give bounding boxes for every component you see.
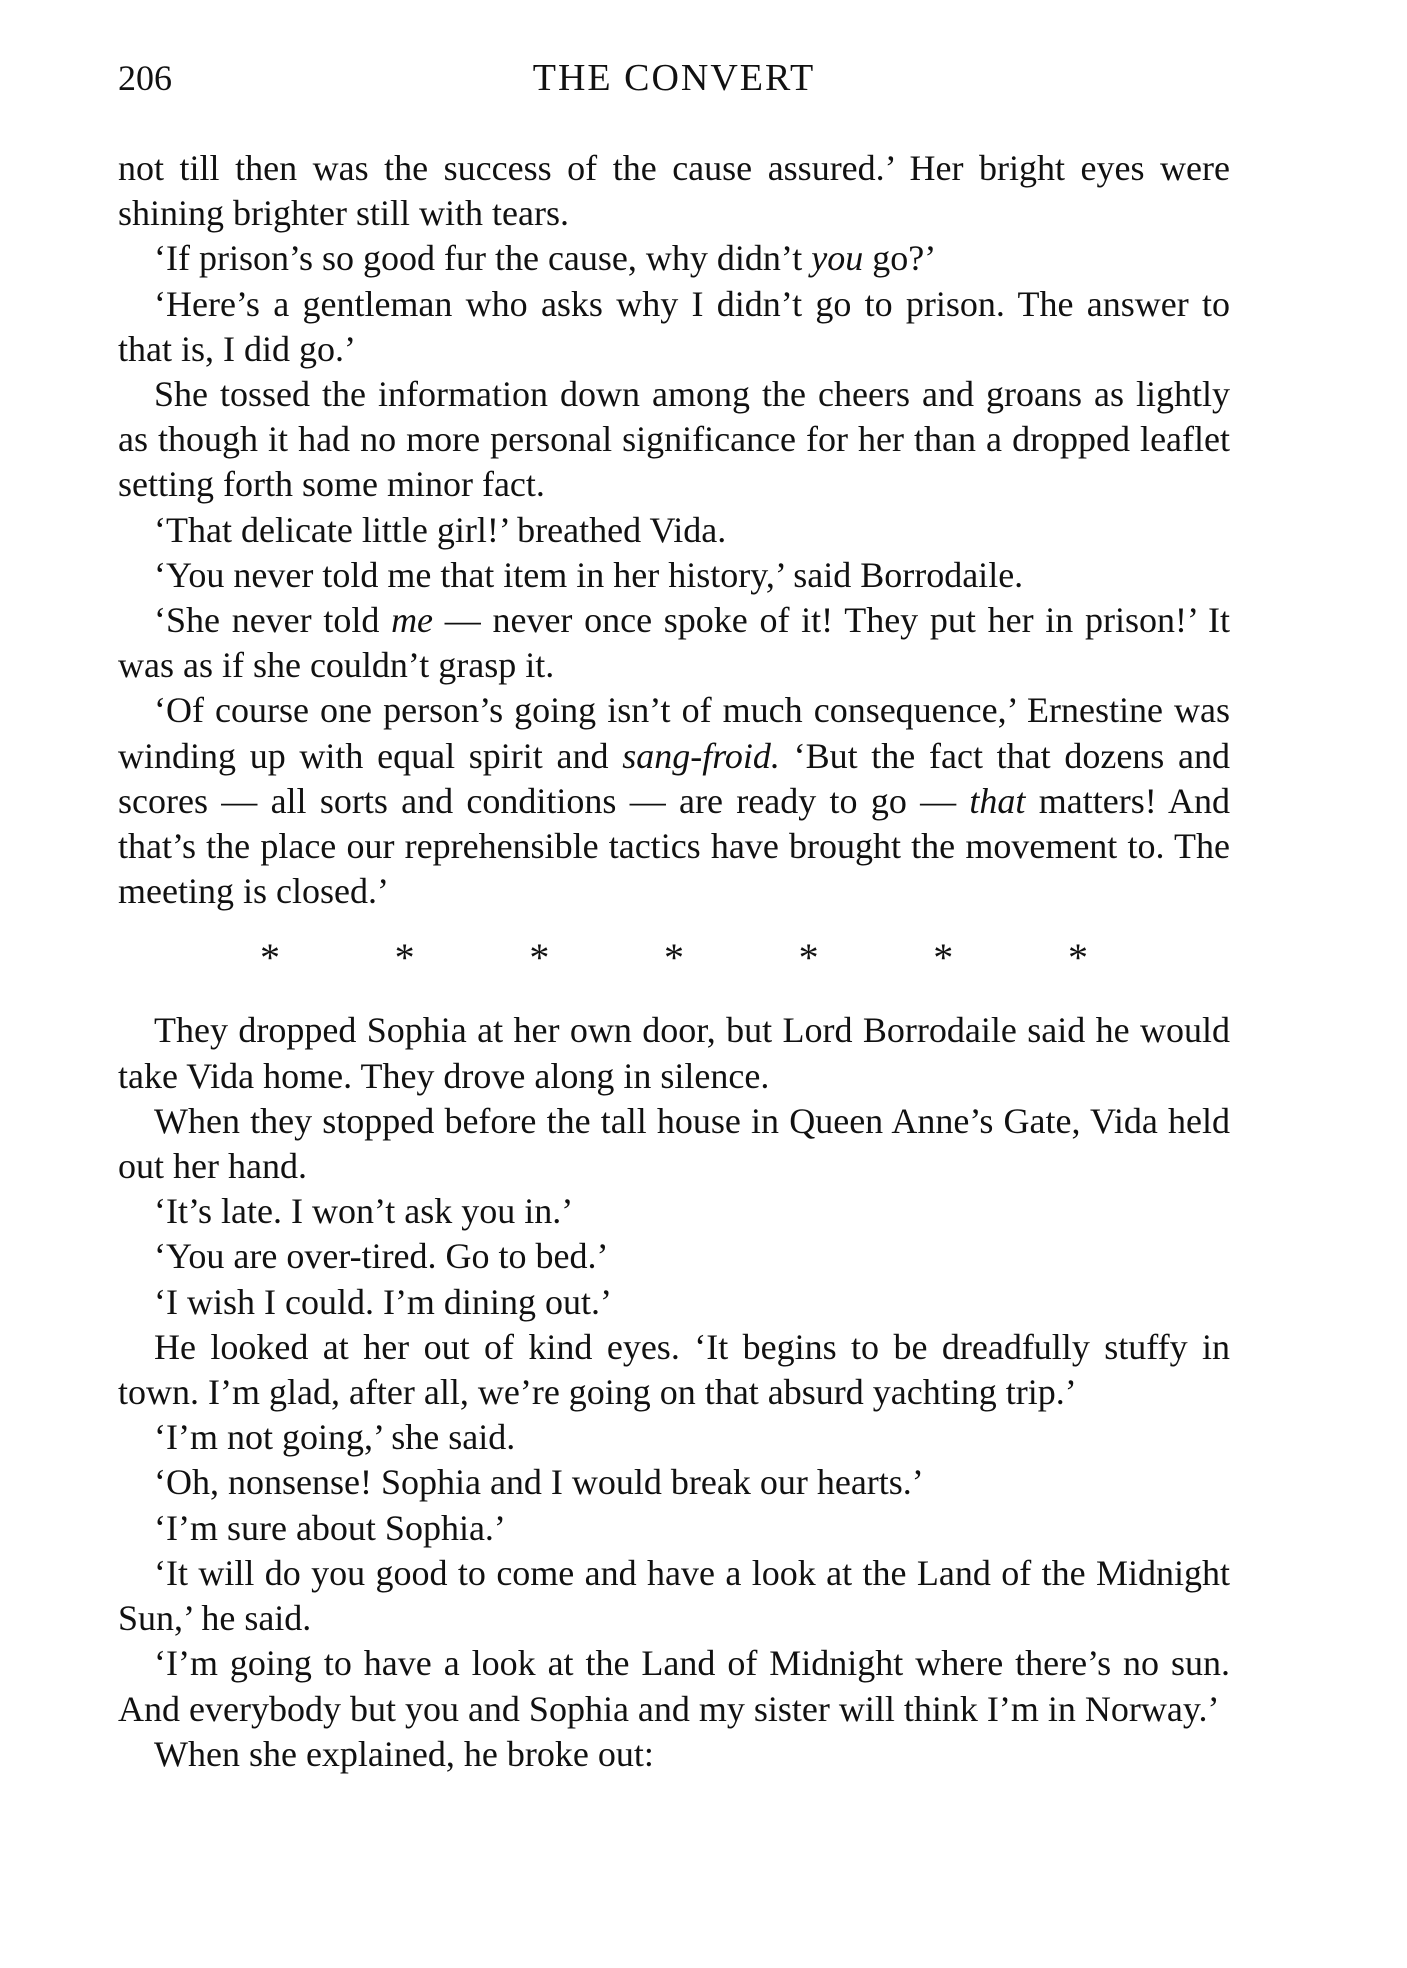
paragraph	[118, 553, 1230, 598]
paragraph	[118, 1234, 1230, 1279]
section-before-break	[118, 146, 1230, 914]
text-run: — never once spoke of it! They put her in prison!’ It was as if she couldn’t grasp it.	[118, 600, 1230, 686]
text-run: go?’	[863, 238, 937, 279]
paragraph	[118, 508, 1230, 553]
text-run: ‘You are over-tired. Go to bed.’	[154, 1236, 609, 1277]
text-run: ‘I wish I could. I’m dining out.’	[154, 1281, 612, 1322]
asterisk: *	[529, 935, 550, 981]
asterisk: *	[260, 935, 280, 981]
body-text	[118, 146, 1230, 1777]
paragraph	[118, 1460, 1230, 1505]
text-run: ‘I’m sure about Sophia.’	[154, 1507, 506, 1548]
paragraph	[118, 1325, 1230, 1415]
paragraph	[118, 1008, 1230, 1098]
text-run: When she explained, he broke out:	[154, 1733, 654, 1774]
page-number: 206	[118, 58, 172, 98]
text-run: ‘It will do you good to come and have a look at the Land of the Midnight Sun,’ he said.	[118, 1552, 1230, 1639]
asterisk: *	[663, 935, 684, 981]
text-run: ‘That delicate little girl!’ breathed Vida.	[154, 509, 727, 550]
paragraph	[118, 688, 1230, 914]
section-after-break	[118, 1008, 1230, 1776]
text-run: They dropped Sophia at her own door, but Lord Borrodaile said he would take Vida home. They drove along in silence.	[118, 1010, 1230, 1096]
paragraph	[118, 372, 1230, 508]
italic-text: me	[391, 600, 434, 641]
paragraph	[118, 236, 1230, 281]
asterisk: *	[798, 935, 819, 981]
text-run: When they stopped before the tall house in Queen Anne’s Gate, Vida held out her hand.	[118, 1100, 1230, 1187]
section-break	[260, 932, 1088, 984]
text-run: matters! And that’s the place our reprehensible tactics have brought the movement to. The meeting is closed.’	[118, 780, 1230, 912]
text-run: ‘It’s late. I won’t ask you in.’	[154, 1191, 574, 1232]
text-run: ‘I’m not going,’ she said.	[154, 1417, 516, 1458]
text-run: ‘If prison’s so good fur the cause, why didn’t	[154, 238, 812, 279]
paragraph	[118, 1415, 1230, 1460]
paragraph	[118, 146, 1230, 236]
paragraph	[118, 1641, 1230, 1731]
paragraph	[118, 1551, 1230, 1641]
text-run: not till then was the success of the cause assured.’ Her bright eyes were shining brighter still with tears.	[118, 148, 1230, 234]
text-run: She tossed the information down among the cheers and groans as lightly as though it had no more personal significance for her than a dropped leaflet setting forth some minor fact.	[118, 374, 1230, 505]
running-head	[118, 52, 1230, 104]
paragraph	[118, 1732, 1230, 1777]
book-page	[118, 52, 1230, 1777]
asterisk: *	[1067, 935, 1088, 981]
text-run: ‘She never told	[154, 600, 392, 641]
italic-text: sang-froid.	[622, 735, 780, 776]
paragraph	[118, 1280, 1230, 1325]
asterisk: *	[933, 935, 954, 981]
text-run: ‘I’m going to have a look at the Land of Midnight where there’s no sun. And everybody but you and Sophia and my sister will think I’m in Norway.’	[118, 1643, 1230, 1729]
text-run: ‘You never told me that item in her history,’ said Borrodaile.	[154, 554, 1024, 595]
italic-text: you	[811, 238, 864, 279]
paragraph	[118, 282, 1230, 372]
paragraph	[118, 1099, 1230, 1189]
italic-text: that	[969, 780, 1026, 821]
text-run: ‘But the fact that dozens and scores — all sorts and conditions — are ready to go —	[118, 735, 1230, 821]
asterisk: *	[394, 935, 415, 981]
text-run: ‘Oh, nonsense! Sophia and I would break our hearts.’	[154, 1462, 924, 1503]
paragraph	[118, 1189, 1230, 1234]
running-title: THE CONVERT	[532, 57, 816, 99]
text-run: ‘Here’s a gentleman who asks why I didn’t go to prison. The answer to that is, I did go.’	[118, 283, 1230, 369]
text-run: He looked at her out of kind eyes. ‘It begins to be dreadfully stuffy in town. I’m glad, after all, we’re going on that absurd yachting trip.’	[118, 1326, 1230, 1413]
paragraph	[118, 598, 1230, 688]
text-run: ‘Of course one person’s going isn’t of much consequence,’ Ernestine was winding up with equal spirit and	[118, 690, 1230, 776]
paragraph	[118, 1506, 1230, 1551]
